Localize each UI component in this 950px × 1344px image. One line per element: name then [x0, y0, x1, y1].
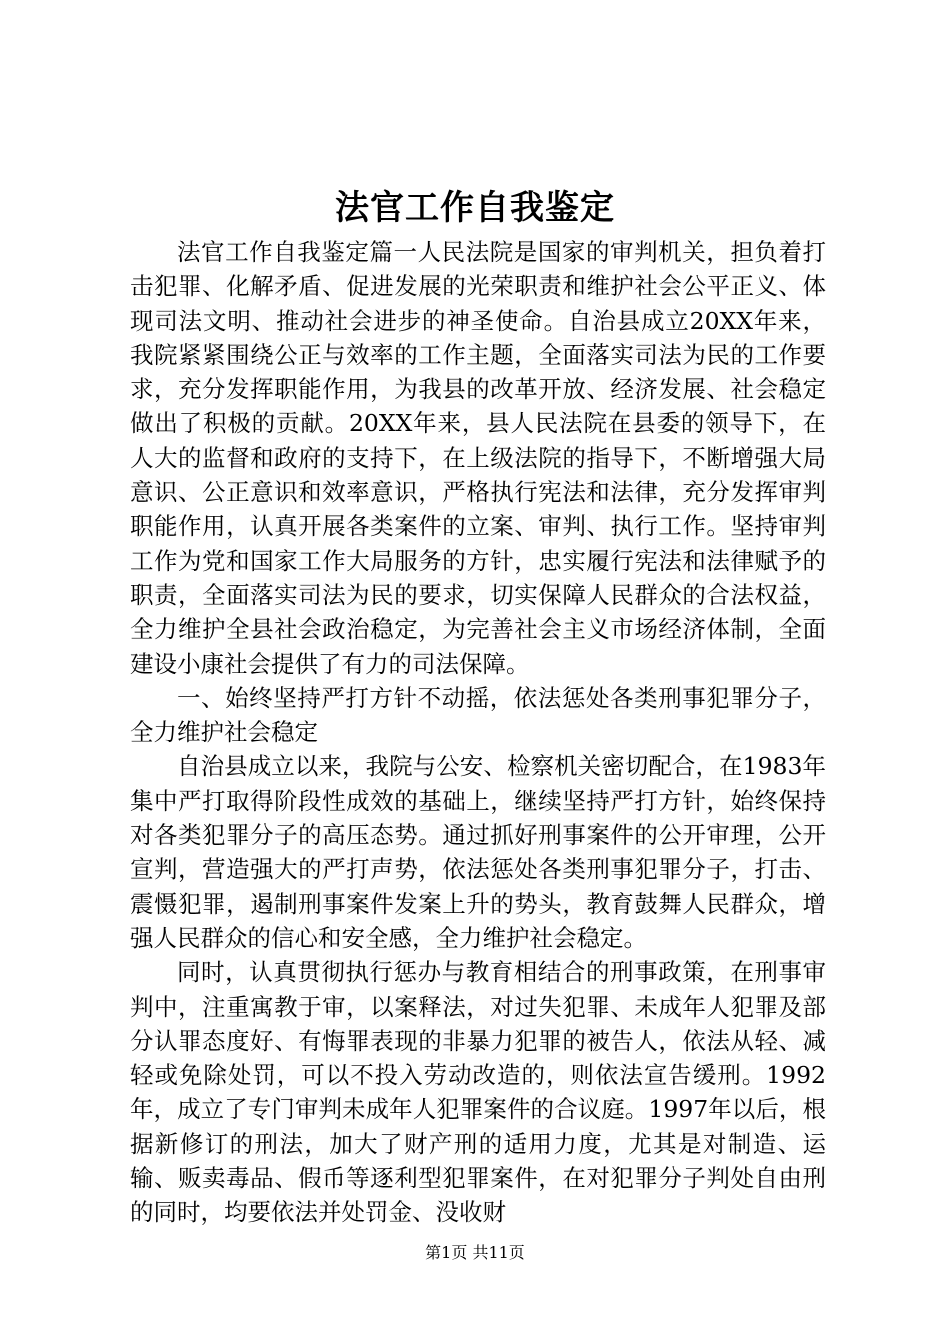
section-heading-1: 一、始终坚持严打方针不动摇，依法惩处各类刑事犯罪分子，全力维护社会稳定: [130, 683, 826, 747]
paragraph-severe-crackdown: 自治县成立以来，我院与公安、检察机关密切配合，在1983年集中严打取得阶段性成效的基础上，继续坚持严打方针，始终保持对各类犯罪分子的高压态势。通过抓好刑事案件的公开审理，公开宣判，营造强大的严打声势，依法惩处各类刑事犯罪分子，打击、震慑犯罪，遏制刑事案件发案上升的势头，教育鼓舞人民群众，增强人民群众的信心和安全感，全力维护社会稳定。: [130, 752, 826, 952]
document-body: [130, 235, 826, 1230]
document-title: 法官工作自我鉴定: [335, 188, 615, 228]
paragraph-leniency-policy: 同时，认真贯彻执行惩办与教育相结合的刑事政策，在刑事审判中，注重寓教于审，以案释法，对过失犯罪、未成年人犯罪及部分认罪态度好、有悔罪表现的非暴力犯罪的被告人，依法从轻、减轻或免除处罚，可以不投入劳动改造的，则依法宣告缓刑。1992年，成立了专门审判未成年人犯罪案件的合议庭。1997年以后，根据新修订的刑法，加大了财产刑的适用力度，尤其是对制造、运输、贩卖毒品、假币等逐利型犯罪案件，在对犯罪分子判处自由刑的同时，均要依法并处罚金、没收财: [130, 958, 826, 1227]
paragraph-intro: 法官工作自我鉴定篇一人民法院是国家的审判机关，担负着打击犯罪、化解矛盾、促进发展的光荣职责和维护社会公平正义、体现司法文明、推动社会进步的神圣使命。自治县成立20XX年来，我院紧紧围绕公正与效率的工作主题，全面落实司法为民的工作要求，充分发挥职能作用，为我县的改革开放、经济发展、社会稳定做出了积极的贡献。20XX年来，县人民法院在县委的领导下，在人大的监督和政府的支持下，在上级法院的指导下，不断增强大局意识、公正意识和效率意识，严格执行宪法和法律，充分发挥审判职能作用，认真开展各类案件的立案、审判、执行工作。坚持审判工作为党和国家工作大局服务的方针，忠实履行宪法和法律赋予的职责，全面落实司法为民的要求，切实保障人民群众的合法权益，全力维护全县社会政治稳定，为完善社会主义市场经济体制，全面建设小康社会提供了有力的司法保障。: [130, 238, 826, 678]
page-number-footer: 第1页 共11页: [425, 1243, 525, 1262]
